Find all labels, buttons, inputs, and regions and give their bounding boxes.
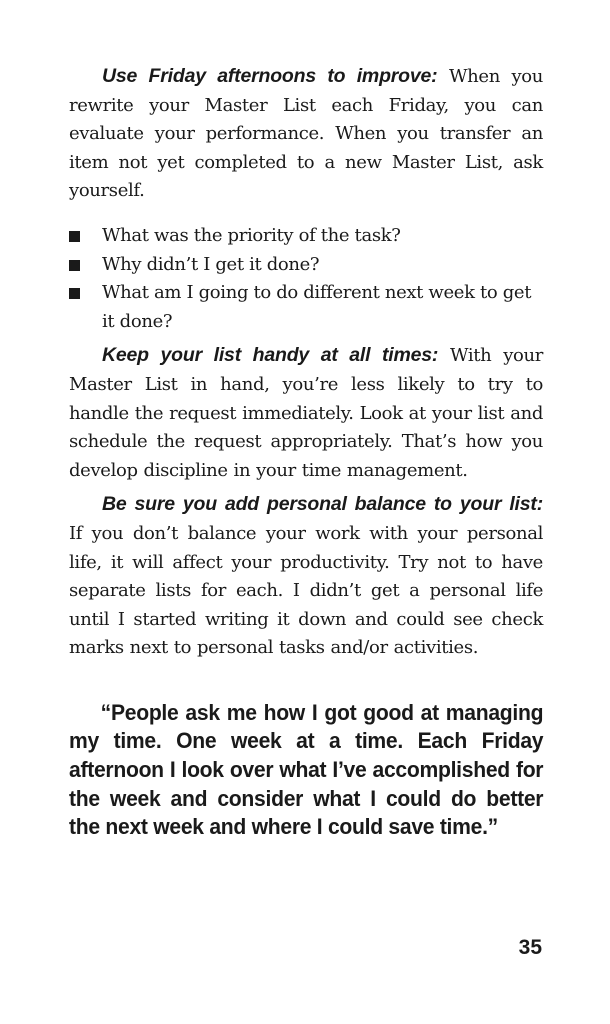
list-item-text: Why didn’t I get it done?: [102, 253, 320, 275]
page-body: [69, 62, 543, 842]
run-in-heading: Keep your list handy at all times:: [102, 344, 439, 367]
list-item: [69, 251, 543, 280]
list-item: [69, 279, 543, 336]
list-item: [69, 222, 543, 251]
question-list: [69, 222, 543, 336]
list-item-text: What am I going to do different next week to get it done?: [102, 282, 532, 332]
paragraph-text: If you don’t balance your work with your personal life, it will affect your productivity. Try not to have separate lists for each. I didn’t get a personal life until I started writing it down and could see check marks next to personal tasks and/or activities.: [69, 522, 543, 659]
pull-quote: “People ask me how I got good at managing my time. One week at a time. Each Friday afternoon I look over what I’ve accomplished for the week and consider what I could do better the next week and where I could save time.”: [69, 699, 544, 840]
paragraph-personal-balance: [69, 490, 543, 663]
square-bullet-icon: [69, 231, 80, 242]
paragraph-text: When you rewrite your Master List each Friday, you can evaluate your performance. When you transfer an item not yet completed to a new Master List, ask yourself.: [69, 66, 544, 202]
run-in-heading: Be sure you add personal balance to your list:: [102, 493, 543, 516]
paragraph-list-handy: [69, 341, 543, 485]
square-bullet-icon: [69, 260, 80, 271]
paragraph-friday-afternoons: [69, 62, 543, 206]
run-in-heading: Use Friday afternoons to improve:: [102, 65, 438, 87]
square-bullet-icon: [69, 288, 80, 299]
list-item-text: What was the priority of the task?: [102, 224, 401, 246]
paragraph-text: With your Master List in hand, you’re less likely to try to handle the request immediately. Look at your list and schedule the request appropriately. That’s how you develop discipline in your time management.: [69, 345, 543, 481]
page-number: 35: [518, 936, 542, 959]
